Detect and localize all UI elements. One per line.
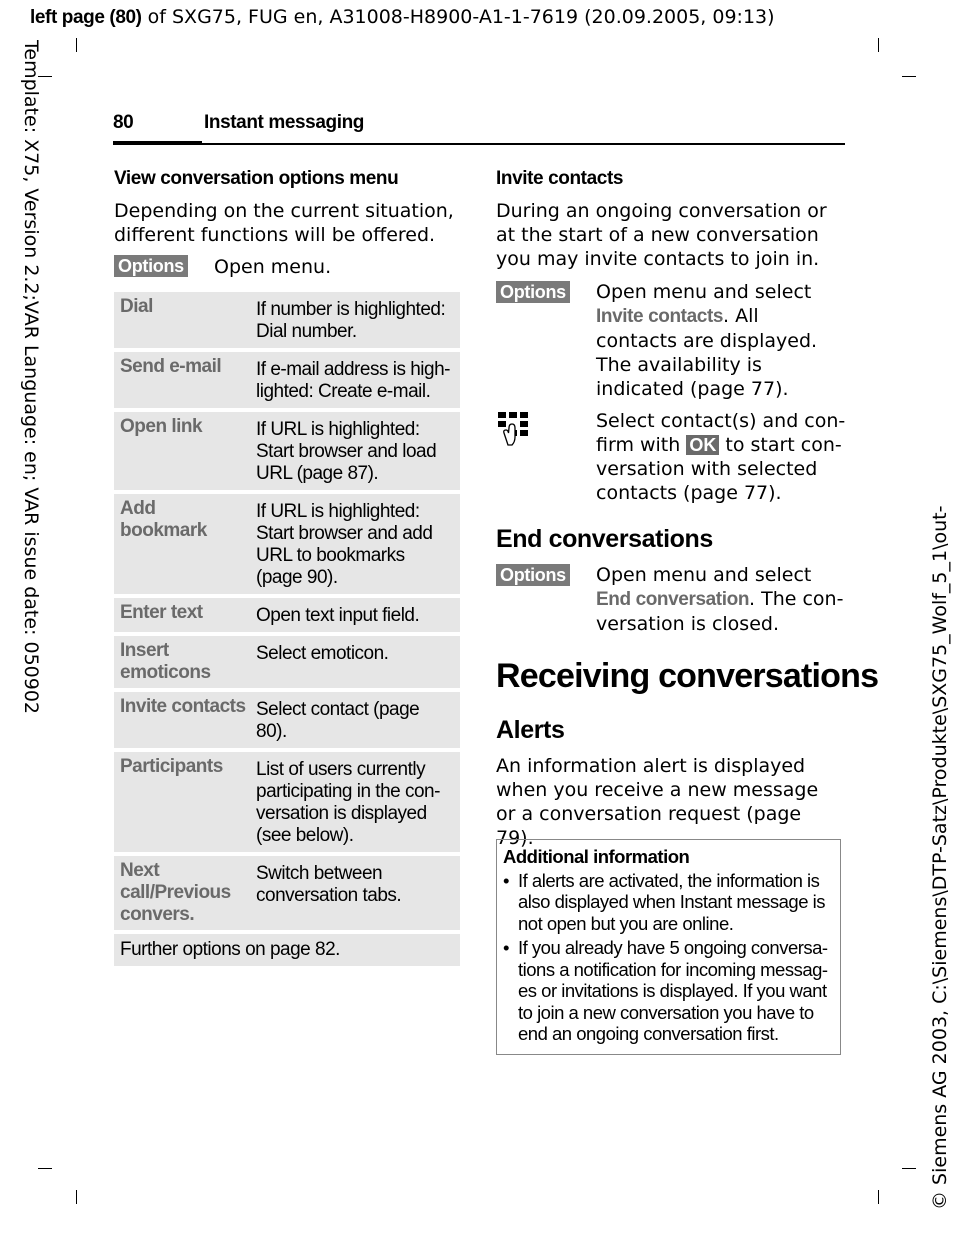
end-step: Open menu and select End conversation. The con-versation is closed.	[596, 564, 844, 635]
list-item: • If alerts are activated, the information is also displayed when Instant message is not open but you are online.	[503, 870, 834, 935]
invite-intro: During an ongoing conversation or at the start of a new conversation you may invite contacts to join in.	[496, 200, 827, 270]
additional-info-box	[496, 839, 841, 1055]
invite-heading: Invite contacts	[496, 168, 624, 189]
option-description: Select emoticon.	[250, 636, 460, 688]
table-row-further	[114, 934, 460, 966]
keypad-icon	[496, 411, 532, 452]
options-softkey-row	[114, 255, 188, 277]
end-conversations-heading: End conversations	[496, 525, 713, 553]
running-head-rule	[113, 143, 845, 145]
option-description: Switch between conversation tabs.	[250, 856, 460, 930]
options-softkey-desc: Open menu.	[214, 256, 332, 278]
document-header	[30, 6, 775, 29]
table-row	[114, 856, 460, 930]
option-description: If URL is highlighted: Start browser and add URL to bookmarks (page 90).	[250, 494, 460, 594]
option-description: List of users currently participating in the con-versation is displayed (see below).	[250, 752, 460, 852]
page-number: 80	[113, 112, 134, 133]
table-row	[114, 692, 460, 748]
table-row	[114, 352, 460, 408]
crop-mark	[76, 38, 77, 52]
option-description: If e-mail address is high-lighted: Create e-mail.	[250, 352, 460, 408]
table-row	[114, 752, 460, 852]
option-name: Insert emoticons	[114, 636, 250, 688]
invite-step-2: Select contact(s) and con-firm with OK to start con-versation with selected contacts (page 77).	[596, 410, 846, 504]
invite-step-1: Open menu and select Invite contacts. All contacts are displayed. The availability is indicated (page 77).	[596, 281, 818, 400]
table-row	[114, 598, 460, 632]
options-intro: Depending on the current situation, different functions will be offered.	[114, 200, 454, 246]
ok-key: OK	[686, 435, 719, 455]
option-description: If URL is highlighted: Start browser and load URL (page 87).	[250, 412, 460, 490]
option-name: Enter text	[114, 598, 250, 632]
end-softkey-wrap	[496, 564, 570, 586]
crop-mark	[902, 76, 916, 77]
section-title: Instant messaging	[204, 112, 365, 133]
info-title: Additional information	[503, 846, 690, 867]
info-list	[503, 870, 834, 1045]
crop-mark	[76, 1190, 77, 1204]
alerts-heading: Alerts	[496, 716, 565, 744]
options-softkey: Options	[114, 255, 188, 277]
options-menu-heading: View conversation options menu	[114, 168, 399, 189]
option-description: Select contact (page 80).	[250, 692, 460, 748]
invite-softkey-wrap	[496, 281, 570, 303]
table-row	[114, 636, 460, 688]
table-row	[114, 494, 460, 594]
crop-mark	[878, 38, 879, 52]
receiving-heading: Receiving conversations	[496, 657, 879, 695]
table-row	[114, 412, 460, 490]
option-name: Send e-mail	[114, 352, 250, 408]
crop-mark	[38, 1168, 52, 1169]
end-conversation-menu-item: End conversation	[596, 589, 750, 610]
table-row	[114, 292, 460, 348]
invite-options-softkey: Options	[496, 281, 570, 303]
option-name: Dial	[114, 292, 250, 348]
options-table	[114, 288, 460, 970]
running-head-rule-thick	[113, 141, 202, 145]
invite-contacts-menu-item: Invite contacts	[596, 306, 724, 327]
option-name: Open link	[114, 412, 250, 490]
option-name: Invite contacts	[114, 692, 250, 748]
option-name: Participants	[114, 752, 250, 852]
alerts-text: An information alert is displayed when you receive a new message or a conversation request (page 79).	[496, 755, 819, 849]
further-options: Further options on page 82.	[114, 934, 460, 966]
option-name: Next call/Previous convers.	[114, 856, 250, 930]
option-name: Add bookmark	[114, 494, 250, 594]
crop-mark	[878, 1190, 879, 1204]
list-item: • If you already have 5 ongoing conversa-tions a notification for incoming messag-es or invitations is displayed. If you want to join a new conversation you have to end an ongoing conversation first.	[503, 937, 834, 1045]
crop-mark	[902, 1168, 916, 1169]
option-description: Open text input field.	[250, 598, 460, 632]
end-options-softkey: Options	[496, 564, 570, 586]
header-bold-part: left page (80)	[30, 7, 142, 28]
header-rest: of SXG75, FUG en, A31008-H8900-A1-1-7619 (20.09.2005, 09:13)	[141, 6, 775, 28]
option-description: If number is highlighted: Dial number.	[250, 292, 460, 348]
